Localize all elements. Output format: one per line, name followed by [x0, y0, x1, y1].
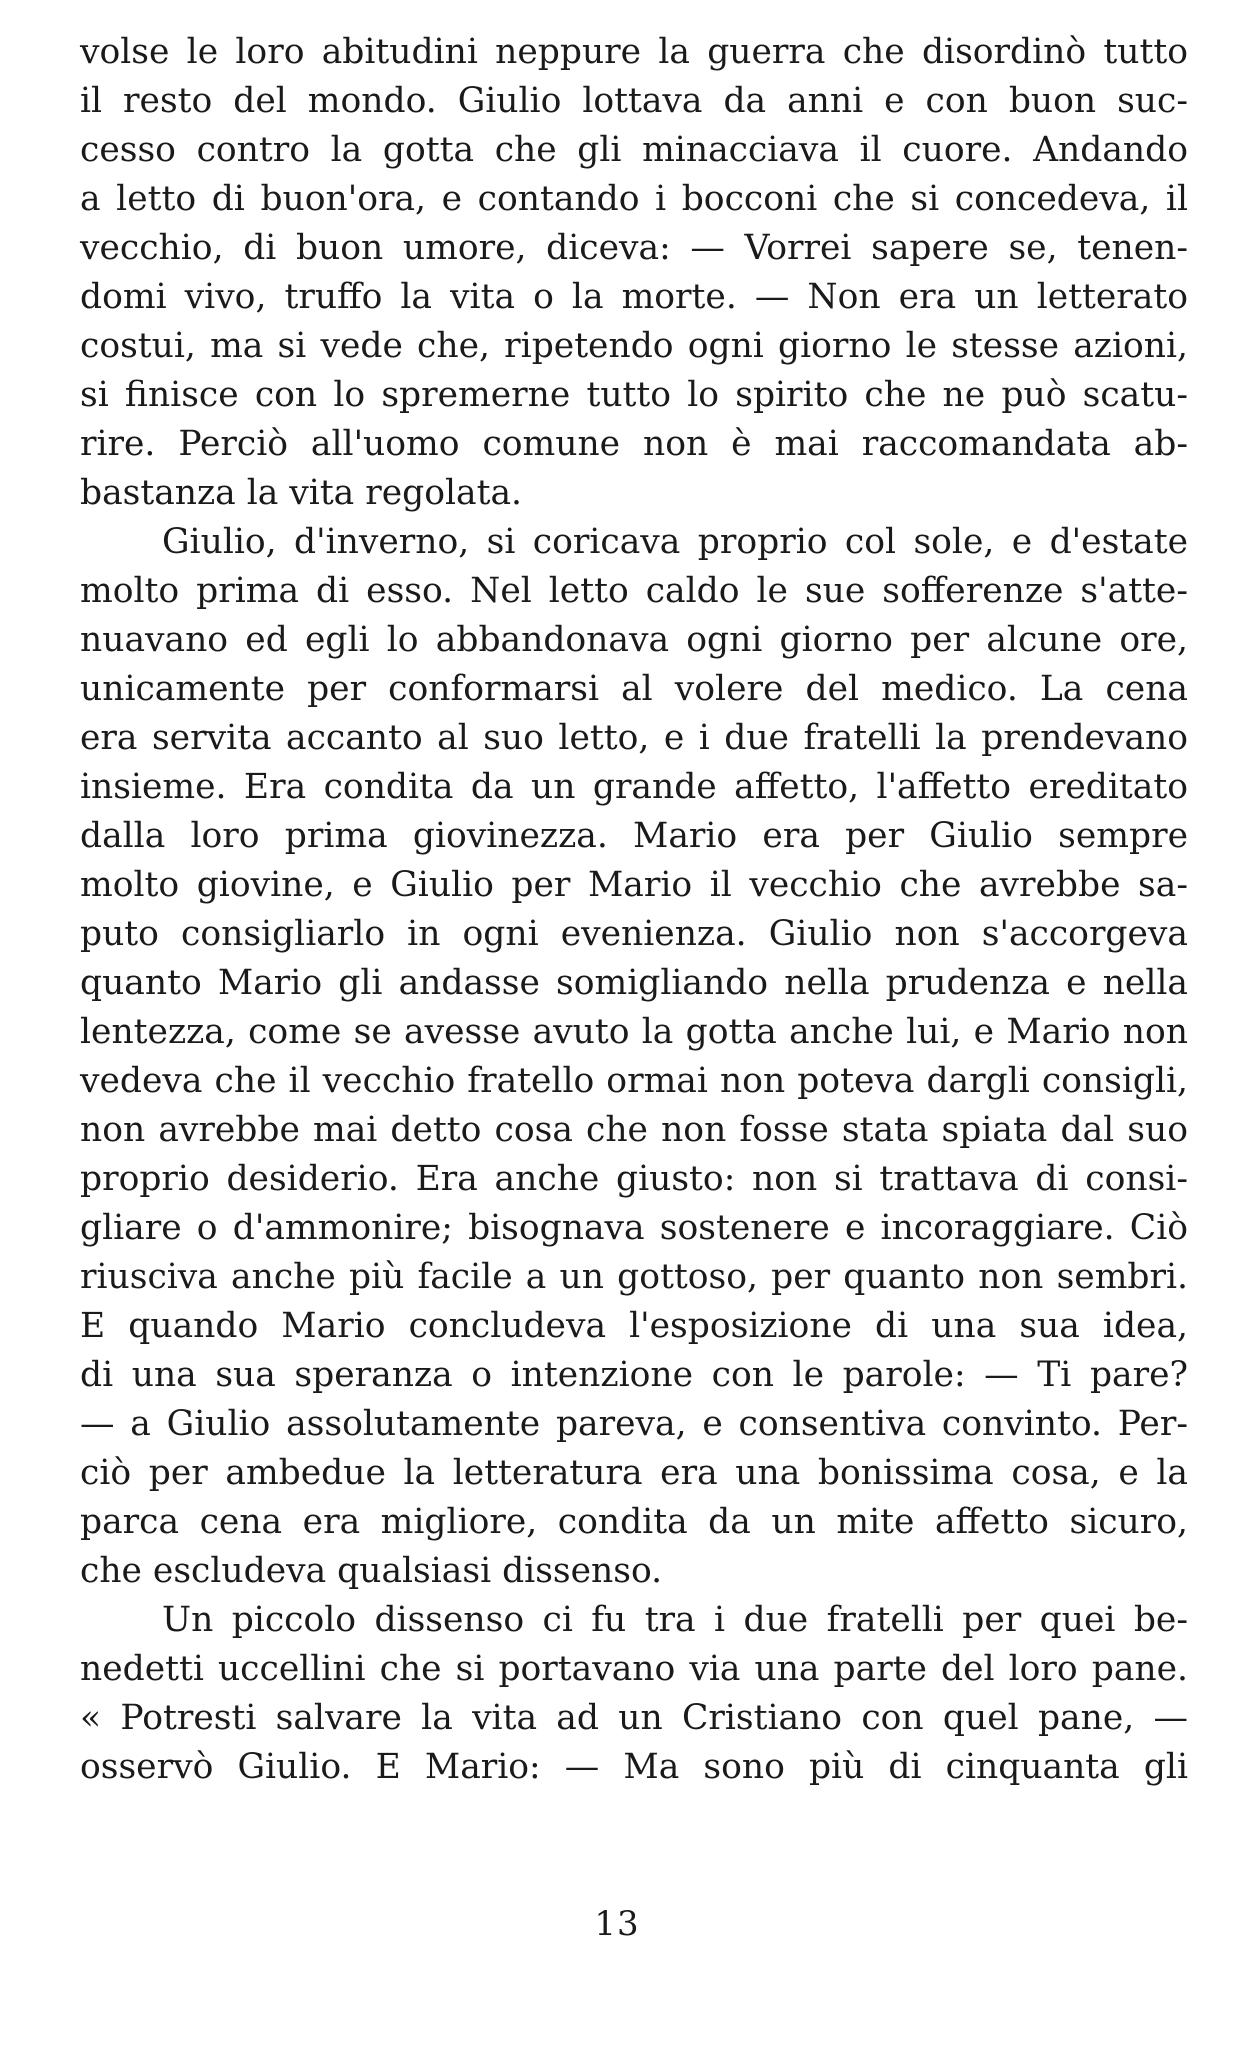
- text-line: rire. Perciò all'uomo comune non è mai raccomandata ab-: [80, 424, 1188, 464]
- text-line: di una sua speranza o intenzione con le parole: — Ti pare?: [80, 1355, 1188, 1395]
- text-line: Giulio, d'inverno, si coricava proprio col sole, e d'estate: [162, 522, 1188, 562]
- page-number: 13: [594, 1904, 640, 1944]
- text-line: cesso contro la gotta che gli minacciava il cuore. Andando: [80, 130, 1188, 170]
- body-text: [80, 28, 1188, 1792]
- text-line: a letto di buon'ora, e contando i bocconi che si concedeva, il: [80, 179, 1188, 219]
- text-line: che escludeva qualsiasi dissenso.: [80, 1551, 663, 1591]
- text-line: proprio desiderio. Era anche giusto: non si trattava di consi-: [80, 1159, 1188, 1199]
- text-line: dalla loro prima giovinezza. Mario era per Giulio sempre: [80, 816, 1188, 856]
- text-line: nuavano ed egli lo abbandonava ogni giorno per alcune ore,: [80, 620, 1188, 660]
- text-line: non avrebbe mai detto cosa che non fosse stata spiata dal suo: [80, 1110, 1188, 1150]
- text-line: molto prima di esso. Nel letto caldo le sue sofferenze s'atte-: [80, 571, 1188, 611]
- text-line: puto consigliarlo in ogni evenienza. Giulio non s'accorgeva: [80, 914, 1188, 954]
- text-line: quanto Mario gli andasse somigliando nella prudenza e nella: [80, 963, 1188, 1003]
- text-line: domi vivo, truffo la vita o la morte. — Non era un letterato: [80, 277, 1188, 317]
- paragraph-1: [80, 28, 1188, 518]
- text-line: unicamente per conformarsi al volere del medico. La cena: [80, 669, 1188, 709]
- text-line: osservò Giulio. E Mario: — Ma sono più di cinquanta gli: [80, 1747, 1188, 1787]
- text-line: volse le loro abitudini neppure la guerra che disordinò tutto: [80, 32, 1188, 72]
- text-line: molto giovine, e Giulio per Mario il vecchio che avrebbe sa-: [80, 865, 1188, 905]
- text-line: ciò per ambedue la letteratura era una bonissima cosa, e la: [80, 1453, 1188, 1493]
- text-line: insieme. Era condita da un grande affetto, l'affetto ereditato: [80, 767, 1188, 807]
- text-line: « Potresti salvare la vita ad un Cristiano con quel pane, —: [80, 1698, 1188, 1738]
- text-line: vedeva che il vecchio fratello ormai non poteva dargli consigli,: [80, 1061, 1188, 1101]
- paragraph-3: [80, 1596, 1188, 1792]
- text-line: gliare o d'ammonire; bisognava sostenere e incoraggiare. Ciò: [80, 1208, 1188, 1248]
- text-line: — a Giulio assolutamente pareva, e consentiva convinto. Per-: [80, 1404, 1188, 1444]
- text-line: E quando Mario concludeva l'esposizione di una sua idea,: [80, 1306, 1188, 1346]
- text-line: vecchio, di buon umore, diceva: — Vorrei sapere se, tenen-: [80, 228, 1188, 268]
- text-line: si finisce con lo spremerne tutto lo spirito che ne può scatu-: [80, 375, 1188, 415]
- text-line: era servita accanto al suo letto, e i due fratelli la prendevano: [80, 718, 1188, 758]
- paragraph-2: [80, 518, 1188, 1596]
- text-line: Un piccolo dissenso ci fu tra i due fratelli per quei be-: [162, 1600, 1188, 1640]
- text-line: riusciva anche più facile a un gottoso, per quanto non sembri.: [80, 1257, 1188, 1297]
- text-line: bastanza la vita regolata.: [80, 473, 522, 513]
- text-line: il resto del mondo. Giulio lottava da anni e con buon suc-: [80, 81, 1188, 121]
- text-line: lentezza, come se avesse avuto la gotta anche lui, e Mario non: [80, 1012, 1188, 1052]
- text-line: nedetti uccellini che si portavano via una parte del loro pane.: [80, 1649, 1188, 1689]
- text-line: parca cena era migliore, condita da un mite affetto sicuro,: [80, 1502, 1188, 1542]
- text-line: costui, ma si vede che, ripetendo ogni giorno le stesse azioni,: [80, 326, 1188, 366]
